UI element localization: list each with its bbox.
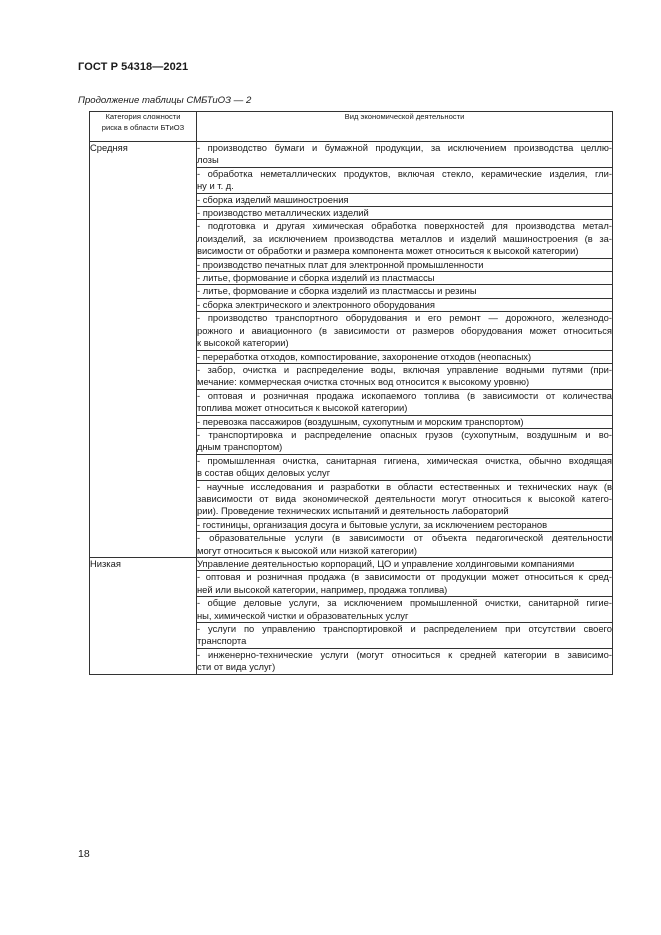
activity-cell (197, 518, 613, 531)
activity-cell (197, 597, 613, 623)
activity-line: - образовательные услуги (в зависимости от объекта педагогической деятельности (197, 532, 612, 544)
activity-line: дным транспортом) (197, 441, 283, 453)
header-activity-type (197, 112, 613, 142)
activity-line: Управление деятельностью корпораций, ЦО и управление холдинговыми компаниями (197, 558, 575, 569)
activity-line: - сборка электрического и электронного оборудования (197, 298, 435, 310)
activity-cell (197, 480, 613, 518)
table-row (90, 558, 613, 571)
activity-line: ну и т. д. (197, 180, 234, 192)
activity-line: - оптовая и розничная продажа (в зависимости от продукции может относиться к сред- (197, 571, 612, 583)
activity-cell (197, 454, 613, 480)
activity-line: рожного и авиационного (в зависимости от размеров оборудования может относиться (197, 324, 612, 336)
table-caption: Продолжение таблицы СМБТиОЗ — 2 (78, 95, 252, 106)
header-line: риска в области БТиОЗ (101, 122, 185, 132)
activity-cell (197, 389, 613, 415)
risk-category-cell: Низкая (90, 558, 197, 675)
header-risk-category (90, 112, 197, 142)
risk-category-cell: Средняя (90, 142, 197, 558)
activity-line: - инженерно-технические услуги (могут относиться к средней категории в зависимо- (197, 648, 612, 660)
activity-line: - транспортировка и распределение опасных грузов (сухопутным, воздушным и во- (197, 428, 612, 440)
activity-cell (197, 363, 613, 389)
activity-cell (197, 193, 613, 206)
activity-line: - производство металлических изделий (197, 207, 369, 219)
activity-line: - забор, очистка и распределение воды, включая управление водными путями (при- (197, 363, 612, 375)
table-row (90, 142, 613, 168)
activity-cell (197, 272, 613, 285)
activity-cell (197, 648, 613, 674)
activity-cell (197, 220, 613, 258)
header-line: Категория сложности (105, 112, 181, 121)
activity-line: - промышленная очистка, санитарная гигиена, химическая очистка, обычно входящая (197, 454, 612, 466)
activity-cell (197, 428, 613, 454)
activity-line: - производство бумаги и бумажной продукции, за исключением производства целлю- (197, 142, 612, 153)
activity-line: зависимости от вида экономической деятельности могут относиться к высокой катего- (197, 492, 612, 504)
activity-line: - производство печатных плат для электронной промышленности (197, 258, 484, 270)
activity-cell (197, 415, 613, 428)
activity-line: лоизделий, за исключением производства металлов и изделий машиностроения (в за- (197, 232, 612, 244)
activity-cell (197, 558, 613, 571)
activity-line: ней или высокой категории, например, продажа топлива) (197, 583, 448, 595)
activity-risk-table (89, 111, 613, 675)
page-number: 18 (78, 848, 90, 860)
activity-line: к высокой категории) (197, 337, 289, 349)
activity-cell (197, 298, 613, 311)
activity-line: - сборка изделий машиностроения (197, 193, 349, 205)
activity-line: в состав общих деловых услуг (197, 467, 331, 479)
activity-line: висимости от обработки и размера компонента может относиться к высокой категории) (197, 245, 579, 257)
activity-line: - научные исследования и разработки в области естественных и технических наук (в (197, 480, 612, 492)
activity-cell (197, 532, 613, 558)
activity-line: ны, химической чистки и образовательных услуг (197, 609, 409, 621)
activity-cell (197, 623, 613, 649)
activity-line: - подготовка и другая химическая обработка поверхностей для производства метал- (197, 220, 612, 232)
activity-line: - литье, формование и сборка изделий из пластмассы (197, 272, 435, 284)
activity-cell (197, 350, 613, 363)
activity-cell (197, 207, 613, 220)
activity-line: - литье, формование и сборка изделий из пластмассы и резины (197, 285, 477, 297)
activity-line: мечание: коммерческая очистка сточных вод относится к высокому уровню) (197, 376, 530, 388)
activity-line: топлива может относиться к высокой категории) (197, 402, 408, 414)
document-id: ГОСТ Р 54318—2021 (78, 61, 189, 73)
activity-line: транспорта (197, 635, 247, 647)
activity-line: - гостиницы, организация досуга и бытовые услуги, за исключением ресторанов (197, 518, 548, 530)
activity-line: лозы (197, 154, 219, 166)
activity-line: - обработка неметаллических продуктов, включая стекло, керамические изделия, гли- (197, 167, 612, 179)
activity-line: - перевозка пассажиров (воздушным, сухопутным и морским транспортом) (197, 415, 524, 427)
activity-line: - производство транспортного оборудования и его ремонт — дорожного, железнодо- (197, 312, 612, 324)
header-line: Вид экономической деятельности (344, 112, 465, 121)
activity-cell (197, 285, 613, 298)
activity-line: сти от вида услуг) (197, 661, 276, 673)
activity-line: - оптовая и розничная продажа ископаемого топлива (в зависимости от количества (197, 389, 612, 401)
activity-cell (197, 571, 613, 597)
activity-line: - общие деловые услуги, за исключением промышленной очистки, санитарной гигие- (197, 597, 612, 609)
table-header-row (90, 112, 613, 142)
activity-line: рии). Проведение технических испытаний и деятельность лабораторий (197, 505, 509, 517)
activity-cell (197, 258, 613, 271)
activity-cell (197, 167, 613, 193)
activity-line: могут относиться к высокой или низкой категории) (197, 544, 418, 556)
activity-cell (197, 142, 613, 168)
activity-line: - переработка отходов, компостирование, захоронение отходов (неопасных) (197, 350, 532, 362)
activity-line: - услуги по управлению транспортировкой и распределением при отсутствии своего (197, 623, 612, 635)
activity-cell (197, 312, 613, 350)
